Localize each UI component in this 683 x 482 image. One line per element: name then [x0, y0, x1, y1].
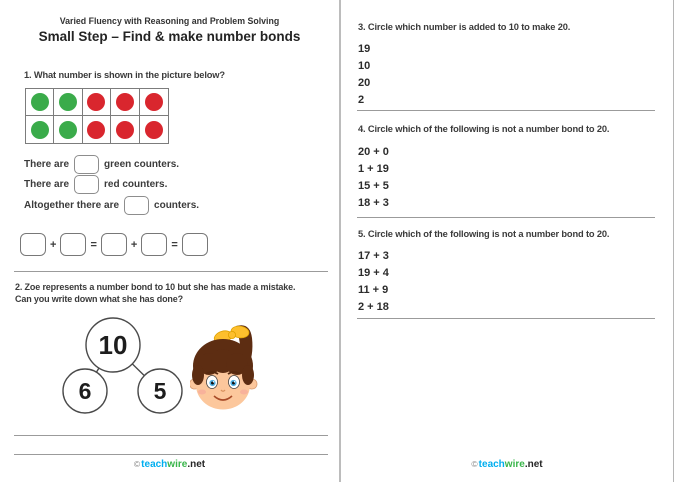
girl-eye-right — [229, 376, 240, 389]
girl-blush-left — [198, 390, 206, 395]
question-3-options — [358, 41, 370, 109]
ten-frame-cell — [111, 89, 139, 116]
bond-part-right-value: 5 — [153, 378, 167, 404]
sentence-prefix: There are — [24, 158, 70, 170]
equation-answer-box — [141, 233, 167, 256]
girl-eye-left — [207, 376, 218, 389]
counter-dot — [116, 121, 134, 139]
equation-answer-box — [60, 233, 86, 256]
question-2-text — [15, 282, 295, 305]
footer-logo — [341, 459, 673, 470]
sentence-suffix: green counters. — [104, 158, 180, 170]
question-4-options — [358, 144, 389, 212]
answer-option: 20 + 0 — [358, 146, 389, 158]
section-divider — [357, 217, 655, 218]
brand-wire: wire — [504, 459, 525, 470]
sentence-red-counters — [24, 175, 199, 196]
worksheet-page-left — [0, 0, 341, 482]
ten-frame-cell — [54, 89, 82, 116]
section-divider — [357, 110, 655, 111]
operator-plus: + — [130, 238, 138, 251]
question-5-options — [358, 248, 389, 316]
counter-dot — [59, 121, 77, 139]
answer-box-green-count — [74, 155, 99, 174]
ten-frame-cell — [140, 89, 168, 116]
answer-option: 1 + 19 — [358, 163, 389, 175]
ten-frame-cell — [111, 116, 139, 143]
sentence-green-counters — [24, 154, 199, 175]
fill-in-sentences — [24, 154, 199, 216]
operator-plus: + — [50, 238, 57, 251]
answer-writing-line — [14, 435, 328, 436]
equation-answer-box — [101, 233, 127, 256]
answer-box-total-count — [124, 196, 149, 215]
ten-frame-grid — [25, 88, 169, 144]
question-5-text: 5. Circle which of the following is not a number bond to 20. — [358, 229, 610, 239]
copyright-symbol: © — [133, 459, 141, 469]
answer-option: 18 + 3 — [358, 197, 389, 209]
footer-logo — [0, 459, 339, 470]
sentence-total-counters — [24, 195, 199, 216]
counter-dot — [87, 121, 105, 139]
number-bond-diagram — [38, 310, 208, 422]
sentence-prefix: There are — [24, 179, 70, 191]
answer-option: 2 + 18 — [358, 301, 389, 313]
ten-frame-cell — [26, 116, 54, 143]
sentence-suffix: counters. — [154, 199, 200, 211]
counter-dot — [31, 121, 49, 139]
ten-frame-cell — [83, 89, 111, 116]
section-divider — [14, 271, 328, 272]
answer-option: 20 — [358, 77, 371, 89]
girl-blush-right — [240, 390, 248, 395]
counter-dot — [59, 93, 77, 111]
question-3-text: 3. Circle which number is added to 10 to make 20. — [358, 22, 571, 32]
answer-writing-line — [14, 454, 328, 455]
question-2-line1: 2. Zoe represents a number bond to 10 but she has made a mistake. — [15, 282, 296, 292]
ten-frame-cell — [140, 116, 168, 143]
answer-option: 19 + 4 — [358, 267, 389, 279]
section-divider — [357, 318, 655, 319]
answer-option: 15 + 5 — [358, 180, 389, 192]
answer-option: 10 — [358, 60, 371, 72]
counter-dot — [87, 93, 105, 111]
question-1-text: 1. What number is shown in the picture below? — [24, 70, 225, 80]
answer-option: 2 — [358, 94, 365, 106]
ten-frame-cell — [54, 116, 82, 143]
worksheet-series-header: Varied Fluency with Reasoning and Problem Solving — [59, 16, 280, 26]
answer-option: 17 + 3 — [358, 250, 389, 262]
sentence-prefix: Altogether there are — [24, 199, 120, 211]
worksheet-page-right — [341, 0, 674, 482]
equation-answer-box — [182, 233, 208, 256]
counter-dot — [31, 93, 49, 111]
question-4-text: 4. Circle which of the following is not a number bond to 20. — [358, 124, 610, 134]
bond-whole-value: 10 — [98, 330, 128, 360]
answer-option: 11 + 9 — [358, 284, 389, 296]
brand-teach: teach — [141, 459, 168, 470]
bond-part-left-value: 6 — [78, 378, 92, 404]
counter-dot — [145, 93, 163, 111]
operator-equals: = — [90, 238, 97, 251]
operator-equals: = — [171, 238, 178, 251]
answer-box-red-count — [74, 175, 99, 194]
copyright-symbol: © — [471, 459, 478, 469]
counter-dot — [116, 93, 134, 111]
brand-suffix: .net — [524, 459, 543, 470]
ten-frame-cell — [83, 116, 111, 143]
counter-dot — [145, 121, 163, 139]
worksheet-title: Small Step – Find & make number bonds — [38, 29, 301, 44]
answer-option: 19 — [358, 43, 371, 55]
brand-teach: teach — [478, 459, 505, 470]
brand-suffix: .net — [187, 459, 206, 470]
question-2-line2: Can you write down what she has done? — [15, 293, 183, 304]
number-sentence-row — [20, 233, 208, 256]
brand-wire: wire — [167, 459, 188, 470]
equation-answer-box — [20, 233, 46, 256]
sentence-suffix: red counters. — [104, 179, 168, 191]
girl-illustration — [190, 322, 258, 420]
ten-frame-cell — [26, 89, 54, 116]
